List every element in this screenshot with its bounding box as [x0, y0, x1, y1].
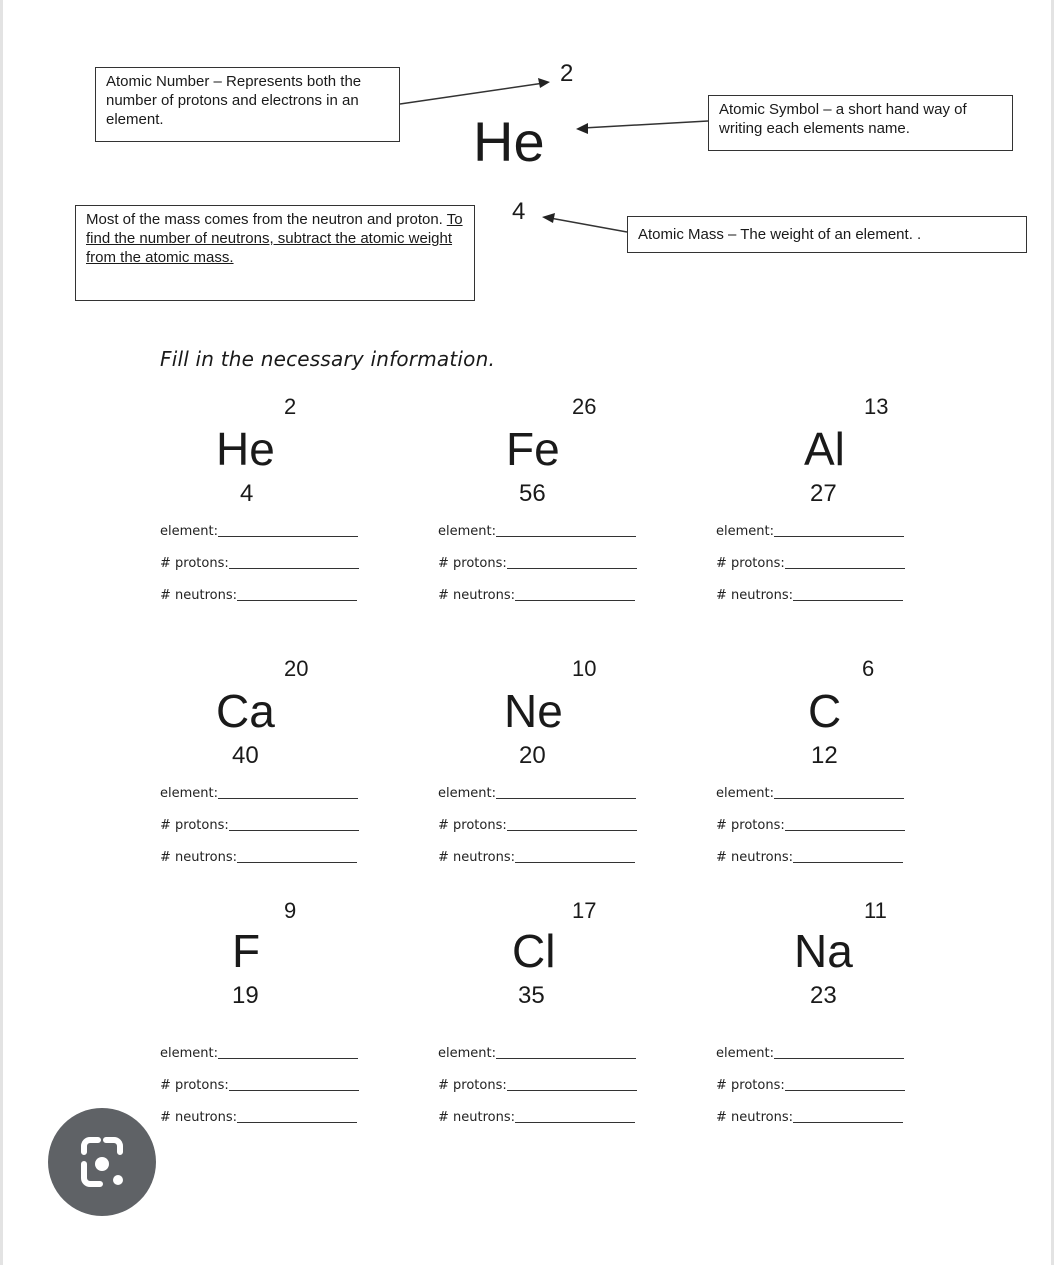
element-symbol: Fe	[506, 423, 560, 475]
element-symbol: Na	[794, 925, 853, 977]
atomic-mass: 12	[811, 742, 838, 769]
protons-field[interactable]	[160, 1078, 359, 1093]
field-label: # neutrons:	[716, 1110, 794, 1125]
atomic-number-text: Atomic Number – Represents both the number of protons and electrons in an element.	[106, 73, 362, 128]
arrow-mass	[550, 218, 627, 232]
neutrons-field[interactable]	[716, 850, 903, 865]
element-card	[160, 652, 420, 882]
element-field[interactable]	[160, 1046, 358, 1061]
element-symbol: Al	[804, 423, 845, 475]
field-label: element:	[160, 1046, 218, 1061]
field-label: element:	[438, 786, 496, 801]
atomic-mass: 23	[810, 982, 837, 1009]
atomic-number: 10	[572, 656, 597, 681]
example-atomic-symbol: He	[473, 110, 545, 173]
atomic-mass: 20	[519, 742, 546, 769]
atomic-number: 20	[284, 656, 309, 681]
example-atomic-number: 2	[560, 60, 574, 87]
element-symbol: Ne	[504, 685, 563, 737]
neutrons-field[interactable]	[438, 1110, 635, 1125]
element-card	[438, 894, 698, 1124]
field-label: # protons:	[160, 1078, 229, 1093]
protons-field[interactable]	[716, 556, 905, 571]
arrow-symbol	[583, 121, 708, 128]
protons-field[interactable]	[160, 556, 359, 571]
atomic-mass: 56	[519, 480, 546, 507]
neutrons-field[interactable]	[160, 850, 357, 865]
field-label: element:	[160, 524, 218, 539]
field-label: # neutrons:	[438, 850, 516, 865]
protons-field[interactable]	[438, 1078, 637, 1093]
element-field[interactable]	[438, 1046, 636, 1061]
protons-field[interactable]	[160, 818, 359, 833]
element-card	[438, 390, 698, 620]
neutrons-field[interactable]	[160, 1110, 357, 1125]
neutrons-field[interactable]	[716, 1110, 903, 1125]
field-label: element:	[438, 524, 496, 539]
atomic-number: 11	[864, 898, 887, 923]
protons-field[interactable]	[438, 818, 637, 833]
element-field[interactable]	[716, 524, 904, 539]
element-field[interactable]	[438, 786, 636, 801]
field-label: # neutrons:	[438, 1110, 516, 1125]
atomic-number: 9	[284, 898, 297, 923]
protons-field[interactable]	[438, 556, 637, 571]
element-symbol: Ca	[216, 685, 275, 737]
field-label: # neutrons:	[716, 588, 794, 603]
neutrons-field[interactable]	[438, 588, 635, 603]
field-label: # protons:	[438, 818, 507, 833]
camera-lens-icon	[48, 1108, 156, 1216]
field-label: # protons:	[438, 556, 507, 571]
field-label: # protons:	[160, 556, 229, 571]
protons-field[interactable]	[716, 1078, 905, 1093]
field-label: # neutrons:	[160, 1110, 238, 1125]
element-card	[160, 894, 420, 1124]
example-atomic-mass: 4	[512, 198, 526, 225]
neutrons-field[interactable]	[716, 588, 903, 603]
field-label: element:	[716, 524, 774, 539]
element-field[interactable]	[160, 524, 358, 539]
atomic-number: 2	[284, 394, 297, 419]
atomic-symbol-text: Atomic Symbol – a short hand way of writing each elements name.	[719, 101, 967, 137]
atomic-number: 6	[862, 656, 875, 681]
element-card	[716, 652, 976, 882]
field-label: # neutrons:	[716, 850, 794, 865]
field-label: # neutrons:	[160, 850, 238, 865]
neutrons-field[interactable]	[160, 588, 357, 603]
atomic-mass: 4	[240, 480, 254, 507]
field-label: # protons:	[716, 1078, 785, 1093]
atomic-mass-text: Atomic Mass – The weight of an element. .	[638, 226, 922, 243]
field-label: # protons:	[438, 1078, 507, 1093]
field-label: element:	[716, 1046, 774, 1061]
field-label: # protons:	[160, 818, 229, 833]
lens-button[interactable]	[48, 1108, 156, 1216]
field-label: # protons:	[716, 818, 785, 833]
element-card	[716, 390, 976, 620]
field-label: # neutrons:	[160, 588, 238, 603]
atomic-number: 13	[864, 394, 889, 419]
atomic-mass: 27	[810, 480, 837, 507]
mass-explanation-plain: Most of the mass comes from the neutron and proton.	[86, 211, 443, 228]
element-field[interactable]	[160, 786, 358, 801]
atomic-mass: 19	[232, 982, 259, 1009]
atomic-number: 26	[572, 394, 597, 419]
element-field[interactable]	[438, 524, 636, 539]
field-label: # protons:	[716, 556, 785, 571]
element-symbol: F	[232, 925, 261, 977]
atomic-mass: 35	[518, 982, 545, 1009]
atomic-mass: 40	[232, 742, 259, 769]
element-card	[716, 894, 976, 1124]
mass-explanation-underlined: To find the number of neutrons, subtract the atomic weight from the atomic mass.	[86, 211, 463, 266]
element-card	[438, 652, 698, 882]
field-label: element:	[716, 786, 774, 801]
protons-field[interactable]	[716, 818, 905, 833]
atomic-number: 17	[572, 898, 597, 923]
legend-arrows	[0, 0, 1054, 320]
element-field[interactable]	[716, 786, 904, 801]
element-symbol: Cl	[512, 925, 556, 977]
field-label: element:	[160, 786, 218, 801]
field-label: # neutrons:	[438, 588, 516, 603]
field-label: element:	[438, 1046, 496, 1061]
element-field[interactable]	[716, 1046, 904, 1061]
element-card	[160, 390, 420, 620]
element-symbol: C	[808, 685, 842, 737]
neutrons-field[interactable]	[438, 850, 635, 865]
arrow-number	[400, 83, 544, 104]
element-symbol: He	[216, 423, 275, 475]
instruction-text: Fill in the necessary information.	[160, 347, 496, 371]
